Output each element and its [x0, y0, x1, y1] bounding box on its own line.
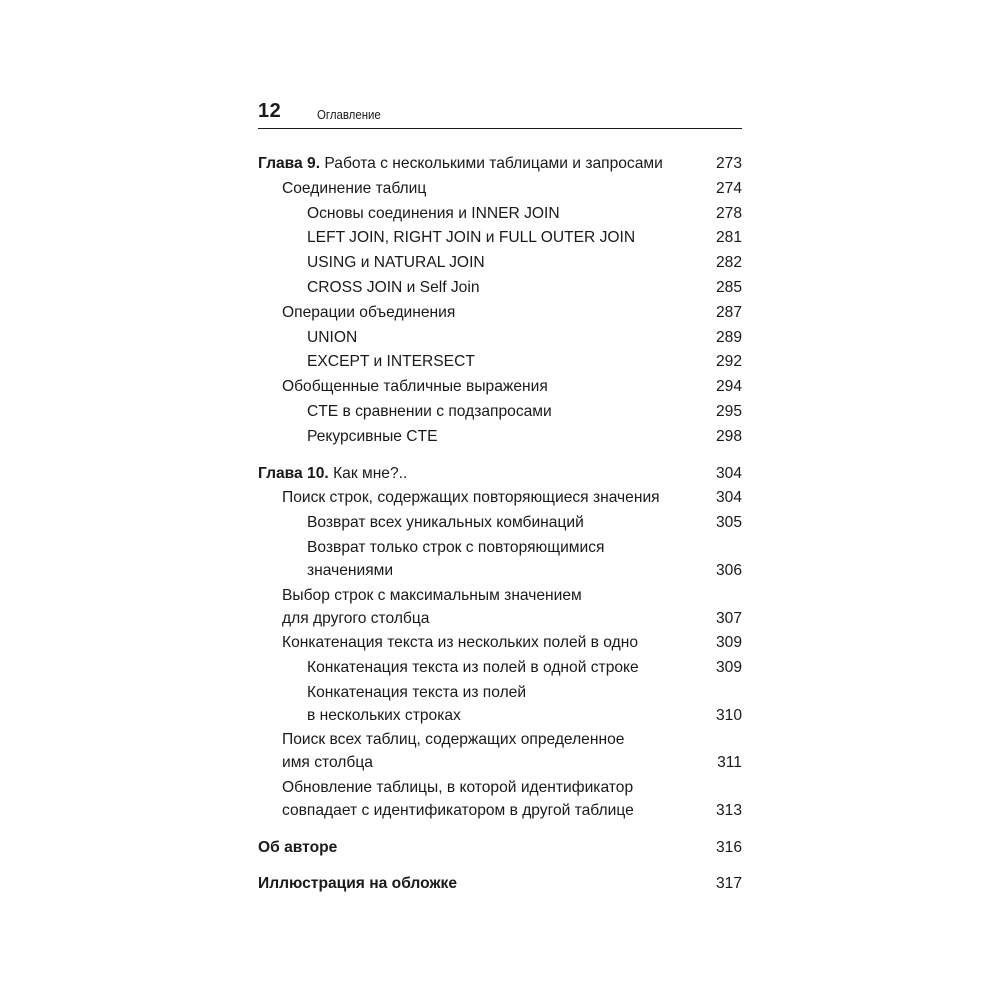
toc-entry-page: 304: [714, 486, 742, 509]
toc-entry-title: Иллюстрация на обложке: [258, 875, 457, 893]
toc-entry[interactable]: [258, 486, 742, 509]
toc-entry-page: 294: [714, 375, 742, 398]
toc-entry-title: Выбор строк с максимальным значением: [282, 586, 582, 604]
toc-entry-title: EXCEPT и INTERSECT: [307, 353, 475, 371]
toc-entry-title: Поиск всех таблиц, содержащих определенное: [282, 731, 625, 749]
toc-entry-title: Основы соединения и INNER JOIN: [307, 204, 560, 222]
toc-entry[interactable]: [258, 631, 742, 654]
toc-entry[interactable]: [258, 226, 742, 249]
toc-entry-title: Как мне?..: [333, 464, 408, 482]
toc-entry-title: Обновление таблицы, в которой идентификатор: [282, 779, 634, 796]
toc-entry-page: 305: [714, 511, 742, 534]
toc-entry[interactable]: [258, 152, 742, 175]
toc-entry-title: CTE в сравнении с подзапросами: [307, 403, 552, 420]
toc-entry-title: Об авторе: [258, 838, 338, 856]
toc-entry-page: 306: [714, 559, 742, 582]
toc-entry-title: Рекурсивные CTE: [307, 427, 438, 445]
toc-entry-page: 309: [714, 656, 742, 679]
page-number: 12: [258, 100, 282, 122]
toc-entry-title-continued: совпадает с идентификатором в другой таблице: [282, 802, 634, 819]
toc-entry-page: 273: [714, 152, 742, 175]
toc-entry-page: 281: [714, 226, 742, 249]
toc-entry[interactable]: [258, 681, 742, 727]
toc-entry[interactable]: [258, 177, 742, 200]
toc-entry[interactable]: [258, 375, 742, 398]
toc-entry-title-continued: имя столбца: [282, 754, 373, 772]
toc-entry-title: Возврат только строк с повторяющимися: [307, 539, 605, 556]
toc-entry[interactable]: [258, 326, 742, 349]
toc-entry-page: 316: [714, 836, 742, 859]
toc-entry-page: 317: [714, 872, 742, 895]
toc-entry-chapter: Глава 10.: [258, 464, 329, 482]
toc-entry-page: 311: [715, 751, 742, 774]
toc-entry-page: 298: [714, 425, 742, 448]
toc-entry[interactable]: [258, 301, 742, 324]
toc-entry-title: Поиск строк, содержащих повторяющиеся значения: [282, 489, 660, 507]
toc-entry-title: Конкатенация текста из полей в одной строке: [307, 659, 639, 676]
toc-entry-page: 287: [714, 301, 742, 324]
toc-entry-title: Работа с несколькими таблицами и запросами: [324, 155, 663, 172]
toc-entry[interactable]: [258, 536, 742, 582]
toc-entry-chapter: Глава 9.: [258, 155, 321, 172]
toc-entry-title: Соединение таблиц: [282, 179, 427, 197]
toc-entry[interactable]: [258, 776, 742, 822]
toc-entry[interactable]: [258, 251, 742, 274]
toc-entry-title-continued: значениями: [307, 562, 394, 579]
toc-entry-title: LEFT JOIN, RIGHT JOIN и FULL OUTER JOIN: [307, 229, 636, 247]
running-head: Оглавление: [317, 107, 381, 122]
toc-entry[interactable]: [258, 836, 742, 859]
toc-entry-page: 313: [714, 799, 742, 822]
toc-entry-title: Конкатенация текста из полей: [307, 683, 527, 701]
toc-entry-title: Конкатенация текста из нескольких полей в одно: [282, 634, 639, 652]
toc-entry[interactable]: [258, 202, 742, 225]
toc-entry-page: 295: [714, 400, 742, 423]
toc-entry-page: 304: [714, 462, 742, 485]
toc-entry[interactable]: [258, 276, 742, 299]
toc-entry-page: 282: [714, 251, 742, 274]
toc-entry-page: 285: [714, 276, 742, 299]
toc-entry[interactable]: [258, 511, 742, 534]
toc-entry-title: USING и NATURAL JOIN: [307, 254, 485, 272]
toc-entry-title: Возврат всех уникальных комбинаций: [307, 514, 584, 532]
toc-entry-title-continued: в нескольких строках: [307, 706, 461, 724]
toc-entry[interactable]: [258, 425, 742, 448]
toc-entry-title: Обобщенные табличные выражения: [282, 378, 548, 396]
toc-entry-page: 309: [714, 631, 742, 654]
page-header: [258, 98, 742, 129]
toc-entry-page: 289: [714, 326, 742, 349]
toc-entry-title-continued: для другого столбца: [282, 609, 430, 627]
toc-entry-title: UNION: [307, 328, 358, 346]
toc-entry-title: CROSS JOIN и Self Join: [307, 279, 480, 296]
toc-entry-title: Операции объединения: [282, 303, 456, 321]
toc-entry[interactable]: [258, 400, 742, 423]
toc-entry-page: 274: [714, 177, 742, 200]
toc-entry[interactable]: [258, 350, 742, 373]
toc-entry[interactable]: [258, 462, 742, 485]
toc-entry[interactable]: [258, 584, 742, 630]
toc-entry[interactable]: [258, 656, 742, 679]
toc-entry[interactable]: [258, 728, 742, 774]
toc-entry-page: 310: [714, 704, 742, 727]
toc-entry-page: 292: [714, 350, 742, 373]
toc-entry-page: 307: [714, 607, 742, 630]
toc-entry-page: 278: [714, 202, 742, 225]
toc-entry[interactable]: [258, 872, 742, 895]
